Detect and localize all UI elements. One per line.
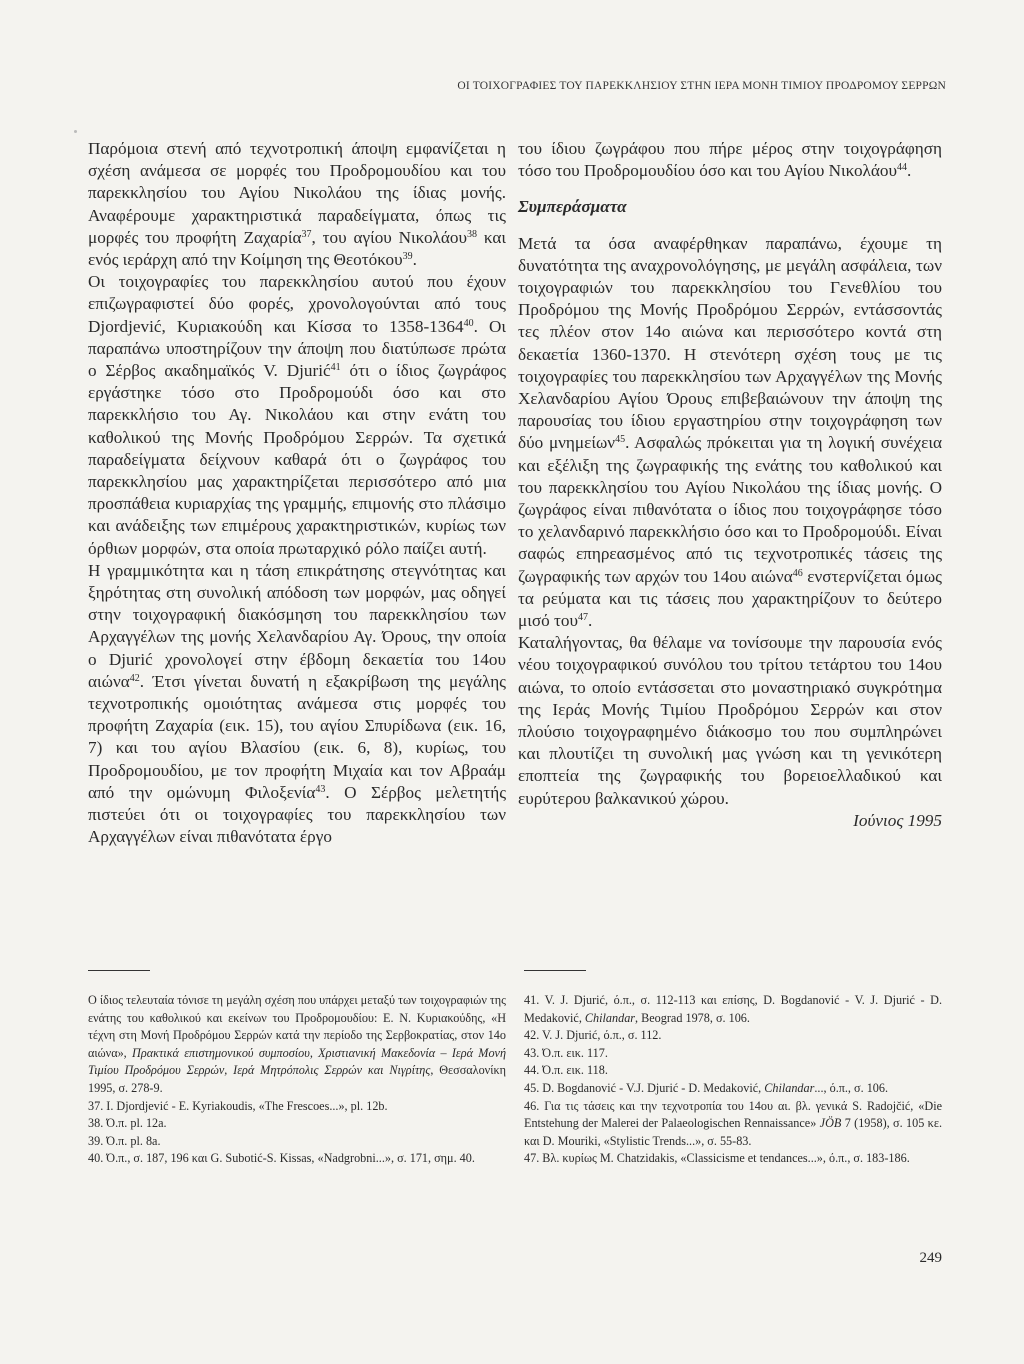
footnote-rule — [88, 970, 150, 971]
footnote: 47. Βλ. κυρίως M. Chatzidakis, «Classicisme et tendances...», ό.π., σ. 183-186. — [524, 1151, 910, 1166]
footnote: 39. Ό.π. pl. 8a. — [88, 1133, 161, 1148]
right-column — [518, 138, 942, 832]
footnote: 44. Ό.π. εικ. 118. — [524, 1063, 608, 1078]
footnotes-right — [524, 992, 942, 1168]
scan-speck — [74, 130, 77, 133]
footnote: Ο ίδιος τελευταία τόνισε τη μεγάλη σχέση που υπάρχει μεταξύ των τοιχογραφιών της ενάτης του καθολικού και εκείνων του Προδρομουδίου: Ε. Ν. Κυριακούδης, «Η τέχνη στη Μονή Προδρόμου Σερρών κατά την περίοδο της Σερβοκρατίας, στον 14ο αιώνα», Πρακτικά επιστημονικού συμποσίου, Χριστιανική Μακεδονία – Ιερά Μονή Τιμίου Προδρόμου Σερρών, Ιερά Μητρόπολις Σερρών και Νιγρίτης, Θεσσαλονίκη 1995, σ. 278-9. — [88, 993, 506, 1095]
paragraph: Η γραμμικότητα και η τάση επικράτησης στεγνότητας και ξηρότητας στη συνολική απόδοση των μορφών, μας οδηγεί στην τοιχογραφική διακόσμηση του παρεκκλησίου των Αρχαγγέλων της μονής Χελανδαρίου Αγ. Όρους, την οποία ο Djurić χρονολογεί στην έβδομη δεκαετία του 14ου αιώνα$^{42}$. Έτσι γίνεται δυνατή η εξακρίβωση της μεγάλης τεχνοτροπικής ομοιότητας ανάμεσα στις μορφές του προφήτη Ζαχαρία (εικ. 15), του αγίου Σπυρίδωνα (εικ. 16, 7) και του αγίου Βλασίου (εικ. 6, 8), κυρίως, του Προδρομουδίου, με τον προφήτη Μιχαία και τον Αβραάμ από την ομώνυμη Φιλοξενία$^{43}$. Ο Σέρβος μελετητής πιστεύει ότι οι τοιχογραφίες του παρεκκλησίου των Αρχαγγέλων είναι πιθανότατα έργο — [88, 560, 506, 847]
page-number: 249 — [919, 1250, 942, 1266]
footnotes-left — [88, 992, 506, 1168]
footnote: 41. V. J. Djurić, ό.π., σ. 112-113 και επίσης, D. Bogdanović - V. J. Djurić - D. Medaković, Chilandar, Beograd 1978, σ. 106. — [524, 993, 942, 1025]
paragraph: Μετά τα όσα αναφέρθηκαν παραπάνω, έχουμε τη δυνατότητα της αναχρονολόγησης, με μεγάλη ασφάλεια, των τοιχογραφιών του παρεκκλησίου του Γενεθλίου του Προδρόμου της Μονής Προδρόμου Σερρών, εντάσσοντάς τες πλέον στον 14ο αιώνα και περισσότερο κοντά στη δεκαετία 1360-1370. Η στενότερη σχέση τους με τις τοιχογραφίες του παρεκκλησίου των Αρχαγγέλων της Μονής Χελανδαρίου Αγίου Όρους επιβεβαιώνουν την άποψη της παρουσίας του ίδιου εργαστηρίου στην τοιχογράφηση των δύο μνημείων$^{45}$. Ασφαλώς πρόκειται για τη λογική συνέχεια και εξέλιξη της ζωγραφικής της ενάτης του καθολικού και του παρεκκλησίου του Αγίου Νικολάου της ίδιας μονής. Ο ζωγράφος είναι πιθανότατα ο ίδιος που τοιχογράφησε τόσο το χελανδαρινό παρεκκλήσιο όσο και το Προδρομούδι. Είναι σαφώς επηρεασμένος από τις τεχνοτροπικές τάσεις της ζωγραφικής των αρχών του 14ου αιώνα$^{46}$ ενστερνίζεται όμως τα ρεύματα και τις τάσεις που χαρακτηρίζουν το δεύτερο μισό του$^{47}$. — [518, 233, 942, 631]
paragraph: Παρόμοια στενή από τεχνοτροπική άποψη εμφανίζεται η σχέση ανάμεσα σε μορφές του Προδρομουδίου και του παρεκκλησίου του Αγίου Νικολάου της ίδιας μονής. Αναφέρουμε χαρακτηριστικά παραδείγματα, όπως τις μορφές του προφήτη Ζαχαρία$^{37}$, του αγίου Νικολάου$^{38}$ και ενός ιεράρχη από την Κοίμηση της Θεοτόκου$^{39}$. — [88, 139, 506, 270]
footnote: 42. V. J. Djurić, ό.π., σ. 112. — [524, 1028, 662, 1043]
footnote: 43. Ό.π. εικ. 117. — [524, 1045, 608, 1060]
left-column — [88, 138, 506, 849]
paragraph: Οι τοιχογραφίες του παρεκκλησίου αυτού που έχουν επιζωγραφιστεί δύο φορές, χρονολογούνται από τους Djordjević, Κυριακούδη και Κίσσα το 1358-1364$^{40}$. Οι παραπάνω υποστηρίζουν την άποψη που διατύπωσε πρώτα ο Σέρβος ακαδημαϊκός V. Djurić$^{41}$ ότι ο ίδιος ζωγράφος εργάστηκε τόσο στο Προδρομούδι όσο και στο παρεκκλήσιο του Αγ. Νικολάου και στην ενάτη του καθολικού της Μονής Προδρόμου Σερρών. Τα σχετικά παραδείγματα δείχνουν καθαρά ότι ο ζωγράφος του παρεκκλησίου μας χαρακτηρίζεται περισσότερο από μια προσπάθεια κυριαρχίας της γραμμής, επιμονής στο πλάσιμο και ανάδειξης των επιμέρους χαρακτηριστικών, κυρίως των όρθιων μορφών, στα οποία πρωταρχικό ρόλο παίζει αυτή. — [88, 272, 506, 558]
footnote: 46. Για τις τάσεις και την τεχνοτροπία του 14ου αι. βλ. γενικά S. Radojčić, «Die Entstehung der Malerei der Palaeologischen Rennaissance» JÖB 7 (1958), σ. 105 κε. και D. Mouriki, «Stylistic Trends...», σ. 55-83. — [524, 1098, 942, 1148]
running-head: ΟΙ ΤΟΙΧΟΓΡΑΦΙΕΣ ΤΟΥ ΠΑΡΕΚΚΛΗΣΙΟΥ ΣΤΗΝ ΙΕΡΑ ΜΟΝΗ ΤΙΜΙΟΥ ΠΡΟΔΡΟΜΟΥ ΣΕΡΡΩΝ — [457, 80, 946, 92]
paragraph: του ίδιου ζωγράφου που πήρε μέρος στην τοιχογράφηση τόσο του Προδρομουδίου όσο και του Αγίου Νικολάου$^{44}$. — [518, 139, 942, 181]
footnote: 45. D. Bogdanović - V.J. Djurić - D. Medaković, Chilandar..., ό.π., σ. 106. — [524, 1080, 889, 1095]
paragraph: Καταλήγοντας, θα θέλαμε να τονίσουμε την παρουσία ενός νέου τοιχογραφικού συνόλου του τρίτου τετάρτου του 14ου αιώνα, το οποίο εντάσσεται στο μοναστηριακό συγκρότημα της Ιεράς Μονής Τιμίου Προδρόμου Σερρών και στον πλούσιο τοιχογραφημένο διάκοσμο του που συμπληρώνει και πλουτίζει τη συνολική μας γνώση και τη γενικότερη εποπτεία της ζωγραφικής του βορειοελλαδικού και ευρύτερου βαλκανικού χώρου. — [518, 633, 942, 808]
footnote: 40. Ό.π., σ. 187, 196 και G. Subotić-S. Kissas, «Nadgrobni...», σ. 171, σημ. 40. — [88, 1151, 475, 1166]
footnote-rule — [524, 970, 586, 971]
footnote: 37. I. Djordjević - E. Kyriakoudis, «The Frescoes...», pl. 12b. — [88, 1098, 388, 1113]
footnote: 38. Ό.π. pl. 12a. — [88, 1116, 167, 1131]
section-title: Συμπεράσματα — [518, 197, 627, 217]
signature-date: Ιούνιος 1995 — [853, 810, 942, 830]
